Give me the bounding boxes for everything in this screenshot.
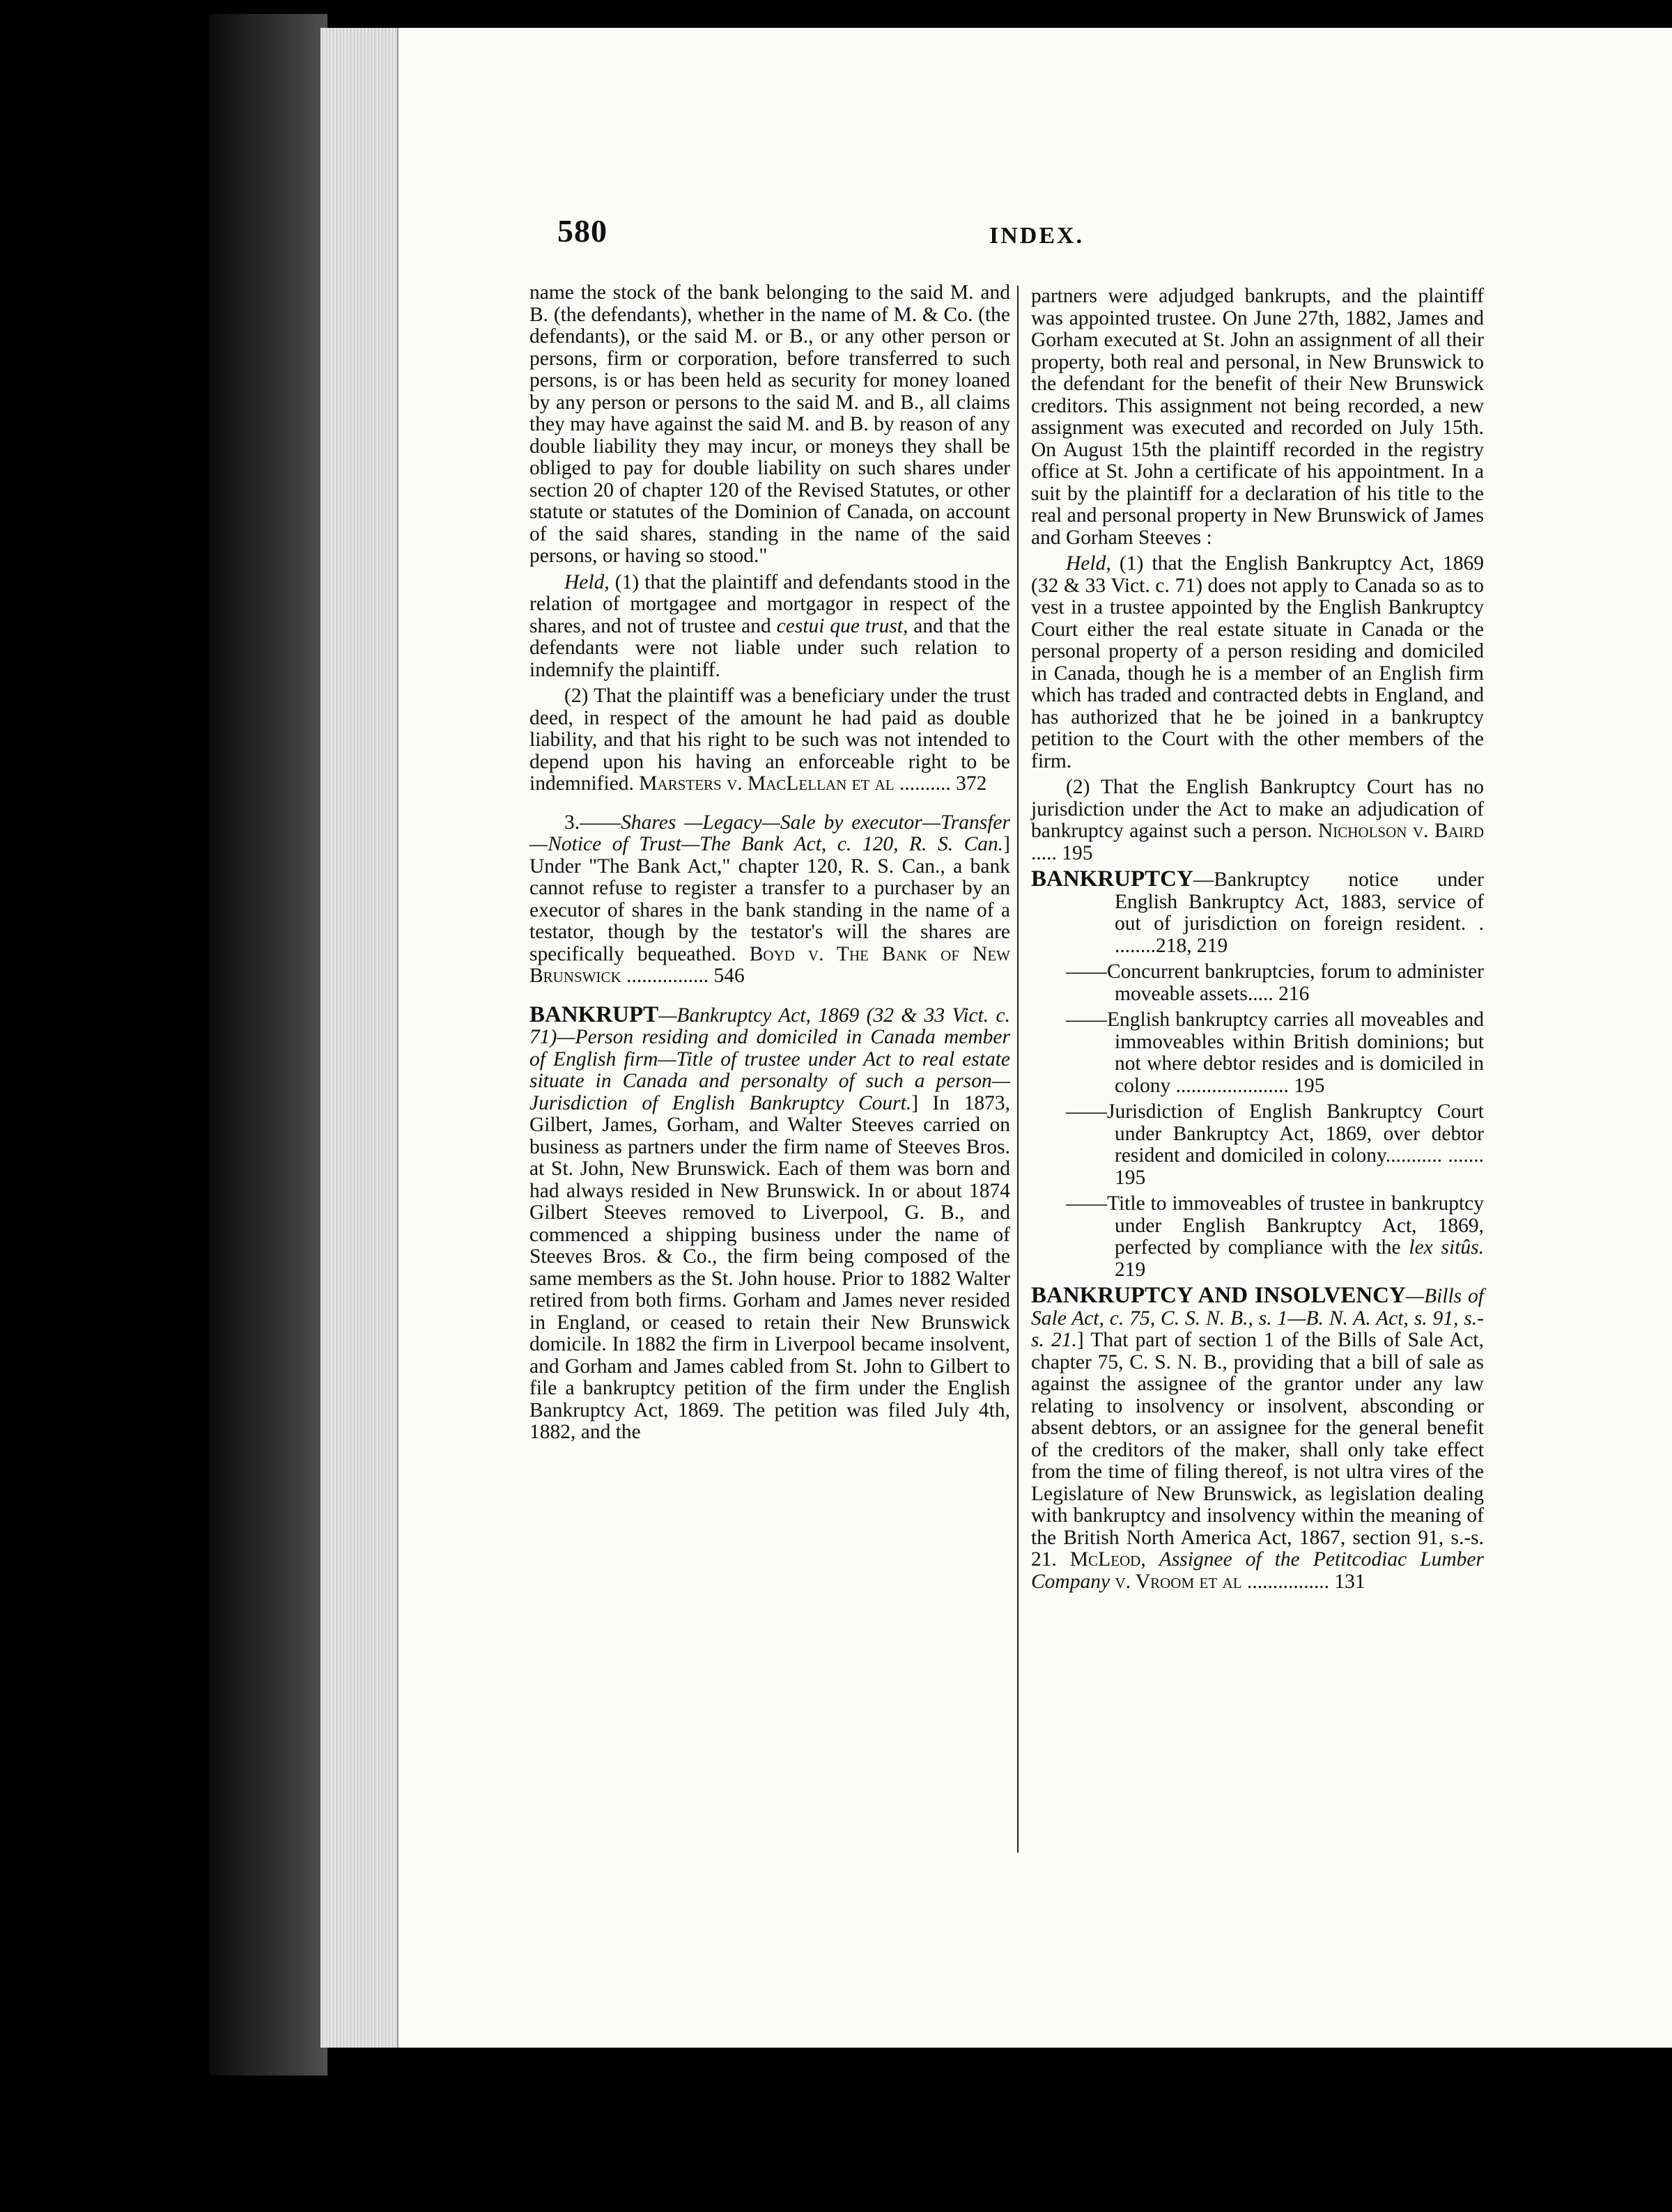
case-page: ................ 131 xyxy=(1241,1570,1365,1593)
entry-body: ] That part of section 1 of the Bills of Sale Act, chapter 75, C. S. N. B., providing that a bill of sale as against the assignee of the grantor under any law relating to insolvency or insolvent, absconding or absent debtors, or an assignee for the general benefit of the creditors of the maker, shall only take effect from the time of filing thereof, is not ultra vires of the Legislature of New Brunswick, as legislation dealing with bankruptcy and insolvency within the meaning of the British North America Act, 1867, section 91, s.-s. 21. xyxy=(1031,1329,1484,1571)
left-paragraph-1: name the stock of the bank belonging to the said M. and B. (the defendants), whether in the name of M. & Co. (the defendants), or the said M. or B., or any other person or persons, firm or corporation, before transferred to such persons, is or has been held as security for money loaned by any person or persons to the said M. and B., all claims they may have against the said M. and B. by reason of any double liability they may incur, or moneys they shall be obliged to pay for double liability on such shares under section 20 of chapter 120 of the Revised Statutes, or other statute or statutes of the Dominion of Canada, on account of the said shares, standing in the name of the said persons, or having so stood." xyxy=(529,281,1010,567)
entry-body: —Bankruptcy notice under English Bankruptcy Act, 1883, service of out of jurisdiction on foreign resident. . ........218, 219 xyxy=(1115,869,1484,957)
case-page: ..... 195 xyxy=(1031,841,1093,864)
right-paragraph-2 xyxy=(1031,553,1484,772)
case-name: Nicholson v. Baird xyxy=(1312,820,1484,842)
entry-keywords: —Bills of Sale Act, c. 75, C. S. N. B., s. 1—B. N. A. Act, s. 91, s.-s. 21. xyxy=(1031,1285,1484,1351)
entry-keywords: —Bankruptcy Act, 1869 (32 & 33 Vict. c. 71)—Person residing and domiciled in Canada member of English firm—Title of trustee under Act to real estate situate in Canada and personalty of such a person—Jurisdiction of English Bankruptcy Court. xyxy=(529,1004,1010,1114)
page-edges xyxy=(320,28,398,2048)
entry-body: ] In 1873, Gilbert, James, Gorham, and Walter Steeves carried on business as partners under the firm name of Steeves Bros. at St. John, New Brunswick. Each of them was born and had always resided in New Brunswick. In or about 1874 Gilbert Steeves removed to Liverpool, G. B., and commenced a shipping business under the name of Steeves Bros. & Co., the firm being composed of the same members as the St. John house. Prior to 1882 Walter retired from both firms. Gorham and James never resided in England, or ceased to retain their New Brunswick domicile. In 1882 the firm in Liverpool became insolvent, and Gorham and James cabled from St. John to Gilbert to file a bankruptcy petition of the firm under the English Bankruptcy Act, 1869. The petition was filed July 4th, 1882, and the xyxy=(529,1091,1010,1443)
left-paragraph-5 xyxy=(529,1004,1010,1444)
index-heading: BANKRUPT xyxy=(529,1002,659,1027)
index-subentry: ——English bankruptcy carries all moveables and immoveables within British dominions; but not where debtor resides and is domiciled in colony ...................... 195 xyxy=(1066,1008,1484,1097)
p3-text: (2) That the plaintiff was a beneficiary under the trust deed, in respect of the amount he had paid as double liability, and that his right to be such was not intended to depend upon his having an enforceable right to be indemnified. xyxy=(529,685,1010,795)
case-name-italic: Assignee of the Petitcodiac Lumber Company xyxy=(1031,1548,1485,1593)
held-text-b: and that the defendants were not liable under such relation to indemnify the plaintiff. xyxy=(529,614,1010,681)
entry-body: ] Under "The Bank Act," chapter 120, R. S. Can., a bank cannot refuse to register a transfer to a purchaser by an executor of shares in the bank standing in the name of a testator, though by the testator's will the shares are specifically bequeathed. xyxy=(529,833,1010,965)
held-label: Held, xyxy=(564,570,610,593)
left-column xyxy=(529,282,1010,1448)
subentry-italic: lex sitûs. xyxy=(1409,1236,1484,1259)
right-paragraph-1: partners were adjudged bankrupts, and the plaintiff was appointed trustee. On June 27th, 1882, James and Gorham executed at St. John an assignment of all their property, both real and personal, in New Brunswick to the defendant for the benefit of their New Brunswick creditors. This assignment not being recorded, a new assignment was executed and recorded on July 15th. On August 15th the plaintiff recorded in the registry office at St. John a certificate of his appointment. In a suit by the plaintiff for a declaration of his title to the real and personal property in New Brunswick of James and Gorham Steeves : xyxy=(1031,285,1484,549)
case-name: Boyd v. The Bank of New Brunswick xyxy=(529,942,1010,987)
left-paragraph-4 xyxy=(529,812,1010,988)
index-subentry: ——Concurrent bankruptcies, forum to administer moveable assets..... 216 xyxy=(1066,960,1484,1005)
p3-text: (2) That the English Bankruptcy Court has no jurisdiction under the Act to make an adjudication of bankruptcy against such a person. xyxy=(1031,776,1484,842)
index-entry-bankruptcy xyxy=(1031,866,1484,957)
case-name: Marsters v. MacLellan et al xyxy=(633,772,895,795)
case-page: ................ 546 xyxy=(621,965,745,987)
subentry-page: 219 xyxy=(1115,1258,1146,1281)
index-subentry: ——Jurisdiction of English Bankruptcy Court under Bankruptcy Act, 1869, over debtor resident and domiciled in colony........... ....... 195 xyxy=(1066,1100,1484,1189)
case-page: .......... 372 xyxy=(894,772,987,795)
column-divider xyxy=(1017,286,1019,1853)
left-paragraph-3 xyxy=(529,685,1010,795)
held-label: Held, xyxy=(1066,552,1111,575)
held-italic: cestui que trust, xyxy=(776,614,908,637)
entry-keywords: Shares —Legacy—Sale by executor—Transfer—Notice of Trust—The Bank Act, c. 120, R. S. Can. xyxy=(529,811,1010,855)
book-spine-shadow xyxy=(209,14,327,2075)
index-heading: BANKRUPTCY xyxy=(1031,866,1193,891)
index-entry-bankruptcy-insolvency xyxy=(1031,1285,1484,1593)
left-paragraph-2 xyxy=(529,572,1010,682)
case-name: McLeod, xyxy=(1056,1548,1159,1571)
entry-number: 3.—— xyxy=(564,811,621,834)
page-header-title: INDEX. xyxy=(989,223,1085,249)
spacer xyxy=(529,800,1010,812)
subentry-text: ——Title to immoveables of trustee in bankruptcy under English Bankruptcy Act, 1869, perfected by compliance with the xyxy=(1066,1192,1484,1259)
right-paragraph-3 xyxy=(1031,777,1484,864)
case-name: v. Vroom et al xyxy=(1110,1570,1242,1593)
right-column xyxy=(1031,286,1484,1597)
index-subentry xyxy=(1031,1193,1484,1281)
page-number: 580 xyxy=(557,213,607,249)
index-heading: BANKRUPTCY AND INSOLVENCY xyxy=(1031,1283,1406,1308)
held-text: (1) that the English Bankruptcy Act, 1869 (32 & 33 Vict. c. 71) does not apply to Canada so as to vest in a trustee appointed by the English Bankruptcy Court either the real estate situate in Canada or the personal property of a person residing and domiciled in Canada, though he is a member of an English firm which has traded and contracted debts in England, and has authorized that he be joined in a bankruptcy petition to the Court with the other members of the firm. xyxy=(1031,552,1484,772)
held-text-a: (1) that the plaintiff and defendants stood in the relation of mortgagee and mortgagor in respect of the shares, and not of trustee and xyxy=(529,570,1010,637)
